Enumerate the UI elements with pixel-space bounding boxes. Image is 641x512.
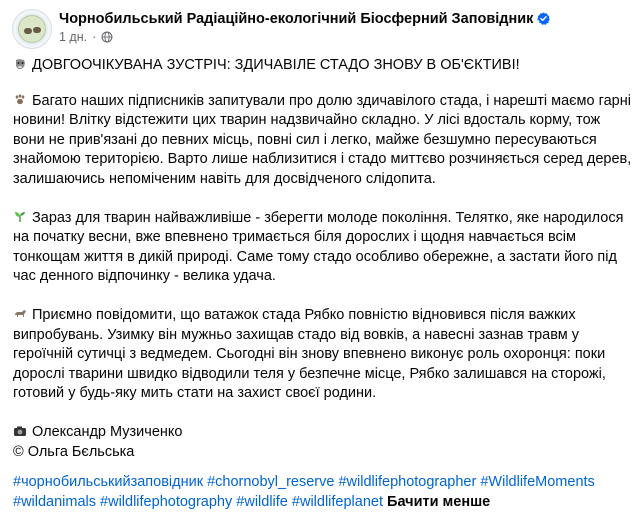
post-paragraph-3: [13, 306, 633, 404]
verified-badge-icon: [537, 12, 550, 25]
paragraph-2-text: Зараз для тварин найважливіше - зберегти молоде покоління. Телятко, яке народилося на початку весни, вже впевнено тримається біля дорослих і щодня навчається всім тонкощам життя в дикій природі. Саме тому стадо особливо обережне, а застати його під час денного відпочинку - велика удача.: [13, 209, 624, 285]
post-paragraph-2: [13, 209, 633, 287]
paragraph-3-text: Приємно повідомити, що ватажок стада Рябко повністю відновився після важких випробувань. Узимку він мужньо захищав стадо від вовків, а навесні зазнав травм у героїчній сутичці з ведмедем. Сьогодні він знову впевнено виконує роль охоронця: поки дорослі тварини швидко відводили теля у безпечне місце, Рябко залишався на сторожі, готовий у будь-яку мить стати на захист своєї родини.: [13, 306, 606, 402]
post-meta: [59, 30, 550, 44]
seedling-icon: [13, 211, 27, 223]
hashtag-link[interactable]: #WildlifeMoments: [480, 474, 595, 491]
paragraph-1-text: Багато наших підписників запитували про долю здичавілого стада, і нарешті маємо гарні новини! Влітку відстежити цих тварин надзвичайно складно. У лісі вдосталь корму, тож вони не прив'язані до певних місць, повні сил і легко, майже безшумно пересуваються знайомою територією. Варто лише наблизитися і стадо миттєво розчиняється серед дерев, залишаючись непоміченим навіть для досвідченого слідопита.: [13, 92, 632, 187]
page-avatar[interactable]: [12, 9, 52, 49]
post-header: [12, 9, 550, 49]
post-headline: [13, 56, 633, 76]
hashtag-link[interactable]: #wildanimals: [13, 493, 97, 510]
hashtag-link[interactable]: #wildlife: [236, 493, 288, 510]
post-paragraph-1: [13, 92, 633, 190]
copyright-credit: © Ольга Бєльська: [13, 443, 135, 460]
hashtag-link[interactable]: #wildlifephotography: [100, 493, 233, 510]
hashtag-list: [13, 473, 633, 512]
hashtag-link[interactable]: #wildlifeplanet: [291, 493, 383, 510]
hashtag-link[interactable]: #wildlifephotographer: [338, 474, 477, 491]
globe-icon[interactable]: [101, 31, 113, 43]
hashtag-link[interactable]: #чорнобильськийзаповідник: [13, 474, 204, 491]
photo-credit-name: Олександр Музиченко: [32, 423, 183, 440]
headline-text: ДОВГООЧІКУВАНА ЗУСТРІЧ: ЗДИЧАВІЛЕ СТАДО ЗНОВУ В ОБ'ЄКТИВІ!: [32, 57, 520, 73]
hashtag-link[interactable]: #chornobyl_reserve: [207, 474, 335, 491]
meta-separator: ·: [92, 30, 97, 44]
post-credits: [13, 423, 633, 462]
photo-credit-line: [13, 423, 633, 443]
post-timestamp[interactable]: 1 дн.: [59, 30, 88, 44]
paw-prints-icon: [13, 94, 27, 106]
post-body: [13, 56, 633, 512]
page-name-link[interactable]: Чорнобильський Радіаційно-екологічний Біосферний Заповідник: [59, 10, 534, 27]
see-less-button[interactable]: Бачити менше: [387, 493, 491, 510]
header-text: [59, 9, 550, 44]
camera-icon: [13, 425, 27, 437]
horse-face-icon: [13, 58, 27, 70]
page-name-row: [59, 9, 550, 28]
horse-icon: [13, 308, 27, 320]
